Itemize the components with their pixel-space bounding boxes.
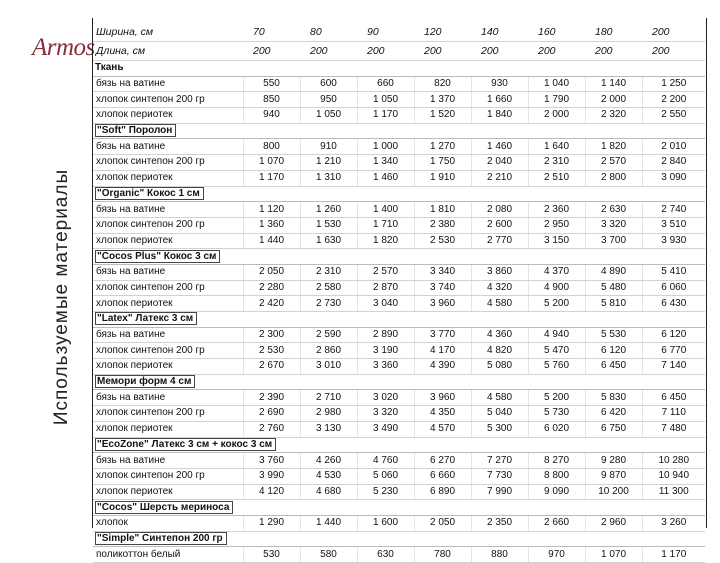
price-cell: 6 430 [642,296,705,312]
price-cell: 1 310 [300,170,357,186]
material-label: хлопок синтепон 200 гр [93,92,243,108]
price-cell: 3 320 [585,217,642,233]
price-cell: 4 350 [414,406,471,422]
section-title-cell [93,61,705,77]
section-title: "Organic" Кокос 1 см [95,187,204,200]
material-label: бязь на ватине [93,202,243,218]
width-cell: 70 [243,23,300,42]
price-cell: 2 320 [585,108,642,124]
material-label: бязь на ватине [93,264,243,280]
price-cell: 2 570 [357,264,414,280]
section-title: "EcoZone" Латекс 3 см + кокос 3 см [95,438,276,451]
price-cell: 3 130 [300,421,357,437]
section-header-row [93,249,705,265]
price-cell: 1 070 [243,155,300,171]
price-cell: 5 060 [357,468,414,484]
width-header-row [93,23,705,42]
price-cell: 5 300 [471,421,528,437]
price-cell: 3 700 [585,233,642,249]
price-cell: 2 860 [300,343,357,359]
price-cell: 5 760 [528,359,585,375]
material-label: хлопок периотек [93,359,243,375]
section-title-cell [93,374,705,390]
price-cell: 1 000 [357,139,414,155]
price-cell: 910 [300,139,357,155]
price-cell: 6 450 [642,390,705,406]
price-cell: 4 820 [471,343,528,359]
section-header-row [93,312,705,328]
material-label: хлопок синтепон 200 гр [93,343,243,359]
price-cell: 3 190 [357,343,414,359]
price-cell: 2 600 [471,217,528,233]
price-cell: 970 [528,547,585,563]
price-cell: 2 730 [300,296,357,312]
price-cell: 10 200 [585,484,642,500]
width-cell: 180 [585,23,642,42]
section-header-row [93,186,705,202]
price-cell: 5 810 [585,296,642,312]
length-cell: 200 [243,42,300,61]
price-cell: 3 320 [357,406,414,422]
price-cell: 5 830 [585,390,642,406]
price-cell: 1 170 [357,108,414,124]
price-cell: 940 [243,108,300,124]
price-cell: 6 120 [585,343,642,359]
section-header-row [93,61,705,77]
price-cell: 1 370 [414,92,471,108]
price-cell: 1 840 [471,108,528,124]
price-cell: 4 360 [471,327,528,343]
table-row [93,217,705,233]
price-cell: 1 040 [528,76,585,92]
price-cell: 4 570 [414,421,471,437]
price-cell: 2 510 [528,170,585,186]
section-title-cell [93,500,705,516]
price-cell: 2 080 [471,202,528,218]
price-cell: 2 350 [471,515,528,531]
price-cell: 9 280 [585,453,642,469]
price-cell: 6 060 [642,280,705,296]
width-cell: 140 [471,23,528,42]
table-row [93,170,705,186]
table-row [93,406,705,422]
table-row [93,453,705,469]
price-cell: 1 630 [300,233,357,249]
price-cell: 1 660 [471,92,528,108]
table-row [93,390,705,406]
price-cell: 9 870 [585,468,642,484]
length-header-row [93,42,705,61]
material-label: хлопок периотек [93,170,243,186]
price-cell: 2 890 [357,327,414,343]
section-title: "Simple" Синтепон 200 гр [95,532,227,545]
price-cell: 4 120 [243,484,300,500]
side-label: Используемые материалы [51,168,72,426]
price-cell: 2 390 [243,390,300,406]
material-label: хлопок периотек [93,108,243,124]
material-label: хлопок синтепон 200 гр [93,280,243,296]
price-cell: 880 [471,547,528,563]
price-cell: 2 590 [300,327,357,343]
table-row [93,343,705,359]
length-label: Длина, см [93,42,243,61]
price-cell: 530 [243,547,300,563]
price-cell: 4 890 [585,264,642,280]
price-cell: 5 410 [642,264,705,280]
material-label: хлопок [93,515,243,531]
price-cell: 6 420 [585,406,642,422]
price-cell: 2 200 [642,92,705,108]
price-cell: 600 [300,76,357,92]
price-cell: 1 600 [357,515,414,531]
price-cell: 2 280 [243,280,300,296]
section-title-cell [93,531,705,547]
price-cell: 3 930 [642,233,705,249]
price-cell: 2 760 [243,421,300,437]
price-cell: 660 [357,76,414,92]
price-cell: 3 260 [642,515,705,531]
price-cell: 5 230 [357,484,414,500]
price-cell: 8 800 [528,468,585,484]
price-cell: 3 510 [642,217,705,233]
price-cell: 3 010 [300,359,357,375]
width-cell: 200 [642,23,705,42]
price-cell: 3 020 [357,390,414,406]
price-cell: 4 260 [300,453,357,469]
price-cell: 800 [243,139,300,155]
table-row [93,202,705,218]
length-cell: 200 [642,42,705,61]
price-cell: 1 360 [243,217,300,233]
price-cell: 550 [243,76,300,92]
price-cell: 4 370 [528,264,585,280]
table-row [93,92,705,108]
price-cell: 5 530 [585,327,642,343]
price-cell: 1 260 [300,202,357,218]
price-cell: 11 300 [642,484,705,500]
section-title: "Latex" Латекс 3 см [95,312,197,325]
price-cell: 2 660 [528,515,585,531]
price-cell: 4 940 [528,327,585,343]
price-cell: 1 120 [243,202,300,218]
section-title-cell [93,186,705,202]
section-title-cell [93,437,705,453]
price-cell: 5 730 [528,406,585,422]
length-cell: 200 [471,42,528,61]
price-cell: 2 310 [300,264,357,280]
price-cell: 1 750 [414,155,471,171]
section-header-row [93,374,705,390]
price-cell: 1 400 [357,202,414,218]
price-cell: 2 670 [243,359,300,375]
price-cell: 2 740 [642,202,705,218]
section-header-row [93,123,705,139]
price-cell: 7 480 [642,421,705,437]
price-cell: 8 270 [528,453,585,469]
price-cell: 2 770 [471,233,528,249]
price-cell: 2 690 [243,406,300,422]
price-cell: 1 340 [357,155,414,171]
material-label: хлопок периотек [93,233,243,249]
material-label: бязь на ватине [93,76,243,92]
price-cell: 1 210 [300,155,357,171]
price-cell: 10 280 [642,453,705,469]
price-cell: 580 [300,547,357,563]
price-cell: 6 450 [585,359,642,375]
table-row [93,547,705,563]
table-row [93,155,705,171]
price-cell: 6 750 [585,421,642,437]
price-cell: 4 900 [528,280,585,296]
material-label: хлопок синтепон 200 гр [93,406,243,422]
section-header-row [93,500,705,516]
price-cell: 4 760 [357,453,414,469]
width-label: Ширина, см [93,23,243,42]
price-cell: 3 960 [414,296,471,312]
price-cell: 2 980 [300,406,357,422]
material-label: бязь на ватине [93,390,243,406]
price-cell: 3 360 [357,359,414,375]
price-cell: 1 460 [357,170,414,186]
price-cell: 2 000 [528,108,585,124]
price-table [93,23,705,563]
price-cell: 4 320 [471,280,528,296]
price-cell: 630 [357,547,414,563]
price-cell: 820 [414,76,471,92]
price-cell: 1 790 [528,92,585,108]
material-label: бязь на ватине [93,327,243,343]
section-title: Ткань [95,62,124,74]
price-cell: 2 530 [414,233,471,249]
price-cell: 2 710 [300,390,357,406]
price-cell: 4 680 [300,484,357,500]
material-label: бязь на ватине [93,139,243,155]
material-label: бязь на ватине [93,453,243,469]
price-cell: 2 800 [585,170,642,186]
price-cell: 4 580 [471,390,528,406]
price-cell: 6 770 [642,343,705,359]
price-cell: 4 390 [414,359,471,375]
price-cell: 2 960 [585,515,642,531]
price-cell: 2 950 [528,217,585,233]
price-cell: 1 290 [243,515,300,531]
table-row [93,264,705,280]
price-cell: 1 140 [585,76,642,92]
price-cell: 6 020 [528,421,585,437]
price-cell: 1 050 [357,92,414,108]
price-cell: 1 810 [414,202,471,218]
price-cell: 2 010 [642,139,705,155]
price-cell: 3 960 [414,390,471,406]
length-cell: 200 [585,42,642,61]
price-cell: 1 710 [357,217,414,233]
section-title-cell [93,123,705,139]
table-row [93,296,705,312]
right-divider [706,18,707,528]
price-cell: 2 870 [357,280,414,296]
price-cell: 6 890 [414,484,471,500]
price-cell: 2 310 [528,155,585,171]
price-cell: 3 740 [414,280,471,296]
width-cell: 120 [414,23,471,42]
width-cell: 80 [300,23,357,42]
table-row [93,76,705,92]
price-cell: 7 140 [642,359,705,375]
price-cell: 3 770 [414,327,471,343]
material-label: хлопок периотек [93,421,243,437]
section-title-cell [93,312,705,328]
section-title: "Cocos" Шерсть мериноса [95,501,233,514]
price-cell: 6 660 [414,468,471,484]
section-title: "Soft" Поролон [95,124,176,137]
price-cell: 3 090 [642,170,705,186]
price-cell: 2 050 [414,515,471,531]
price-cell: 4 530 [300,468,357,484]
price-cell: 1 820 [585,139,642,155]
length-cell: 200 [414,42,471,61]
price-cell: 5 200 [528,296,585,312]
price-cell: 1 070 [585,547,642,563]
price-cell: 1 910 [414,170,471,186]
table-row [93,108,705,124]
table-row [93,139,705,155]
width-cell: 90 [357,23,414,42]
material-label: хлопок периотек [93,296,243,312]
price-cell: 2 420 [243,296,300,312]
price-cell: 2 000 [585,92,642,108]
price-cell: 1 640 [528,139,585,155]
length-cell: 200 [357,42,414,61]
price-cell: 1 530 [300,217,357,233]
price-cell: 2 380 [414,217,471,233]
price-cell: 7 990 [471,484,528,500]
table-row [93,359,705,375]
price-cell: 9 090 [528,484,585,500]
price-cell: 1 170 [243,170,300,186]
section-title: "Cocos Plus" Кокос 3 см [95,250,220,263]
price-cell: 2 550 [642,108,705,124]
side-label-area [44,62,80,532]
price-cell: 5 470 [528,343,585,359]
price-cell: 1 270 [414,139,471,155]
length-cell: 200 [528,42,585,61]
price-cell: 2 360 [528,202,585,218]
price-cell: 950 [300,92,357,108]
price-cell: 3 490 [357,421,414,437]
price-cell: 5 080 [471,359,528,375]
price-cell: 2 040 [471,155,528,171]
price-cell: 10 940 [642,468,705,484]
price-cell: 1 520 [414,108,471,124]
price-cell: 930 [471,76,528,92]
table-row [93,233,705,249]
price-cell: 2 840 [642,155,705,171]
price-cell: 4 170 [414,343,471,359]
price-cell: 7 730 [471,468,528,484]
price-cell: 3 860 [471,264,528,280]
price-cell: 1 050 [300,108,357,124]
price-cell: 3 340 [414,264,471,280]
section-title: Мемори форм 4 см [95,375,195,388]
material-label: хлопок синтепон 200 гр [93,155,243,171]
price-cell: 5 040 [471,406,528,422]
price-cell: 1 440 [243,233,300,249]
price-cell: 5 480 [585,280,642,296]
price-cell: 5 200 [528,390,585,406]
section-title-cell [93,249,705,265]
price-cell: 3 040 [357,296,414,312]
price-cell: 1 440 [300,515,357,531]
section-header-row [93,437,705,453]
price-cell: 780 [414,547,471,563]
table-row [93,468,705,484]
price-cell: 1 820 [357,233,414,249]
price-cell: 1 460 [471,139,528,155]
brand-logo: Armos [32,34,95,61]
price-cell: 2 300 [243,327,300,343]
price-cell: 1 170 [642,547,705,563]
price-cell: 2 570 [585,155,642,171]
table-row [93,421,705,437]
price-cell: 7 110 [642,406,705,422]
table-row [93,515,705,531]
price-cell: 4 580 [471,296,528,312]
price-cell: 2 580 [300,280,357,296]
price-cell: 3 760 [243,453,300,469]
price-cell: 2 050 [243,264,300,280]
table-row [93,280,705,296]
table-row [93,484,705,500]
price-cell: 3 150 [528,233,585,249]
material-label: поликоттон белый [93,547,243,563]
price-cell: 7 270 [471,453,528,469]
material-label: хлопок синтепон 200 гр [93,468,243,484]
price-cell: 2 210 [471,170,528,186]
price-cell: 6 120 [642,327,705,343]
price-cell: 850 [243,92,300,108]
section-header-row [93,531,705,547]
price-cell: 2 530 [243,343,300,359]
table-row [93,327,705,343]
material-label: хлопок периотек [93,484,243,500]
material-label: хлопок синтепон 200 гр [93,217,243,233]
length-cell: 200 [300,42,357,61]
price-cell: 3 990 [243,468,300,484]
price-cell: 2 630 [585,202,642,218]
width-cell: 160 [528,23,585,42]
price-cell: 1 250 [642,76,705,92]
price-cell: 6 270 [414,453,471,469]
